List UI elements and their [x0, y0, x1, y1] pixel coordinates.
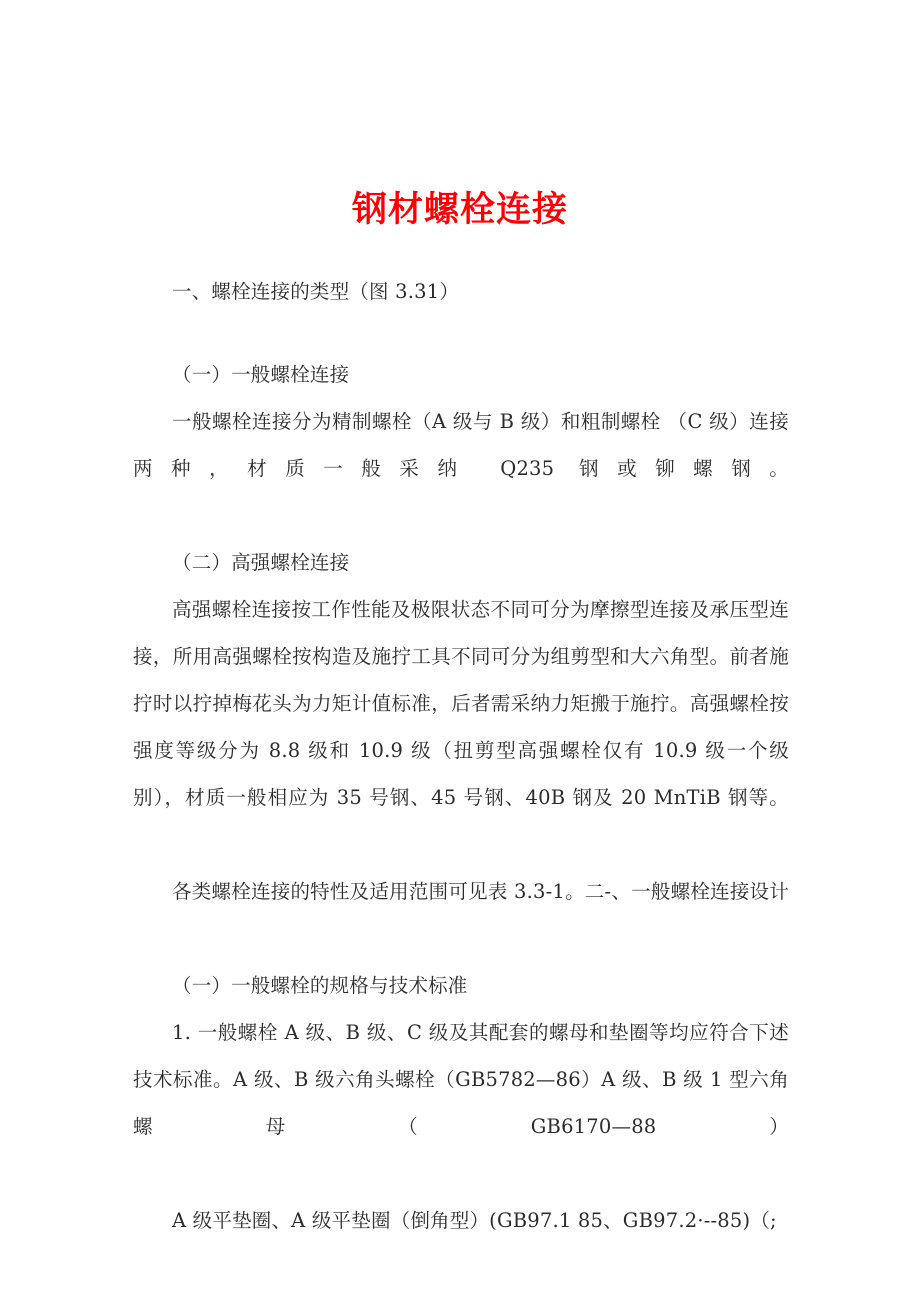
paragraph-table-reference: 各类螺栓连接的特性及适用范围可见表 3.3-1。二-、一般螺栓连接设计: [172, 880, 789, 903]
section-1-heading: 一、螺栓连接的类型（图 3.31）: [172, 280, 460, 303]
paragraph-high-strength-bolt: 高强螺栓连接按工作性能及极限状态不同可分为摩擦型连接及承压型连接，所用高强螺栓按构造及施拧工具不同可分为组剪型和大六角型。前者施拧时以拧掉梅花头为力矩计值标准，后者需采纳力矩搬于施拧。高强螺栓按强度等级分为 8.8 级和 10.9 级（扭剪型高强螺栓仅有 10.9 级一个级别），材质一般相应为 35 号钢、45 号钢、40B 钢及 20 MnTiB 钢等。: [133, 598, 789, 809]
paragraph-general-bolt: 一般螺栓连接分为精制螺栓（A 级与 B 级）和粗制螺栓 （C 级）连接两种，材质一般采纳 Q235 钢或铆螺钢。: [133, 410, 789, 480]
subsection-2-1-heading: （一）一般螺栓的规格与技术标准: [172, 974, 468, 997]
page-title: 钢材螺栓连接: [351, 190, 568, 230]
subsection-1-2-heading: （二）高强螺栓连接: [172, 551, 350, 574]
paragraph-item-1-standards: 1. 一般螺栓 A 级、B 级、C 级及其配套的螺母和垫圈等均应符合下述技术标准。A 级、B 级六角头螺栓（GB5782—86）A 级、B 级 1 型六角螺母（GB6170—88）: [133, 1021, 789, 1138]
subsection-1-1-heading: （一）一般螺栓连接: [172, 363, 350, 386]
document-body: [133, 268, 789, 1244]
paragraph-washers: A 级平垫圈、A 级平垫圈（倒角型）(GB97.1 85、GB97.2·--85)（;: [172, 1209, 777, 1232]
